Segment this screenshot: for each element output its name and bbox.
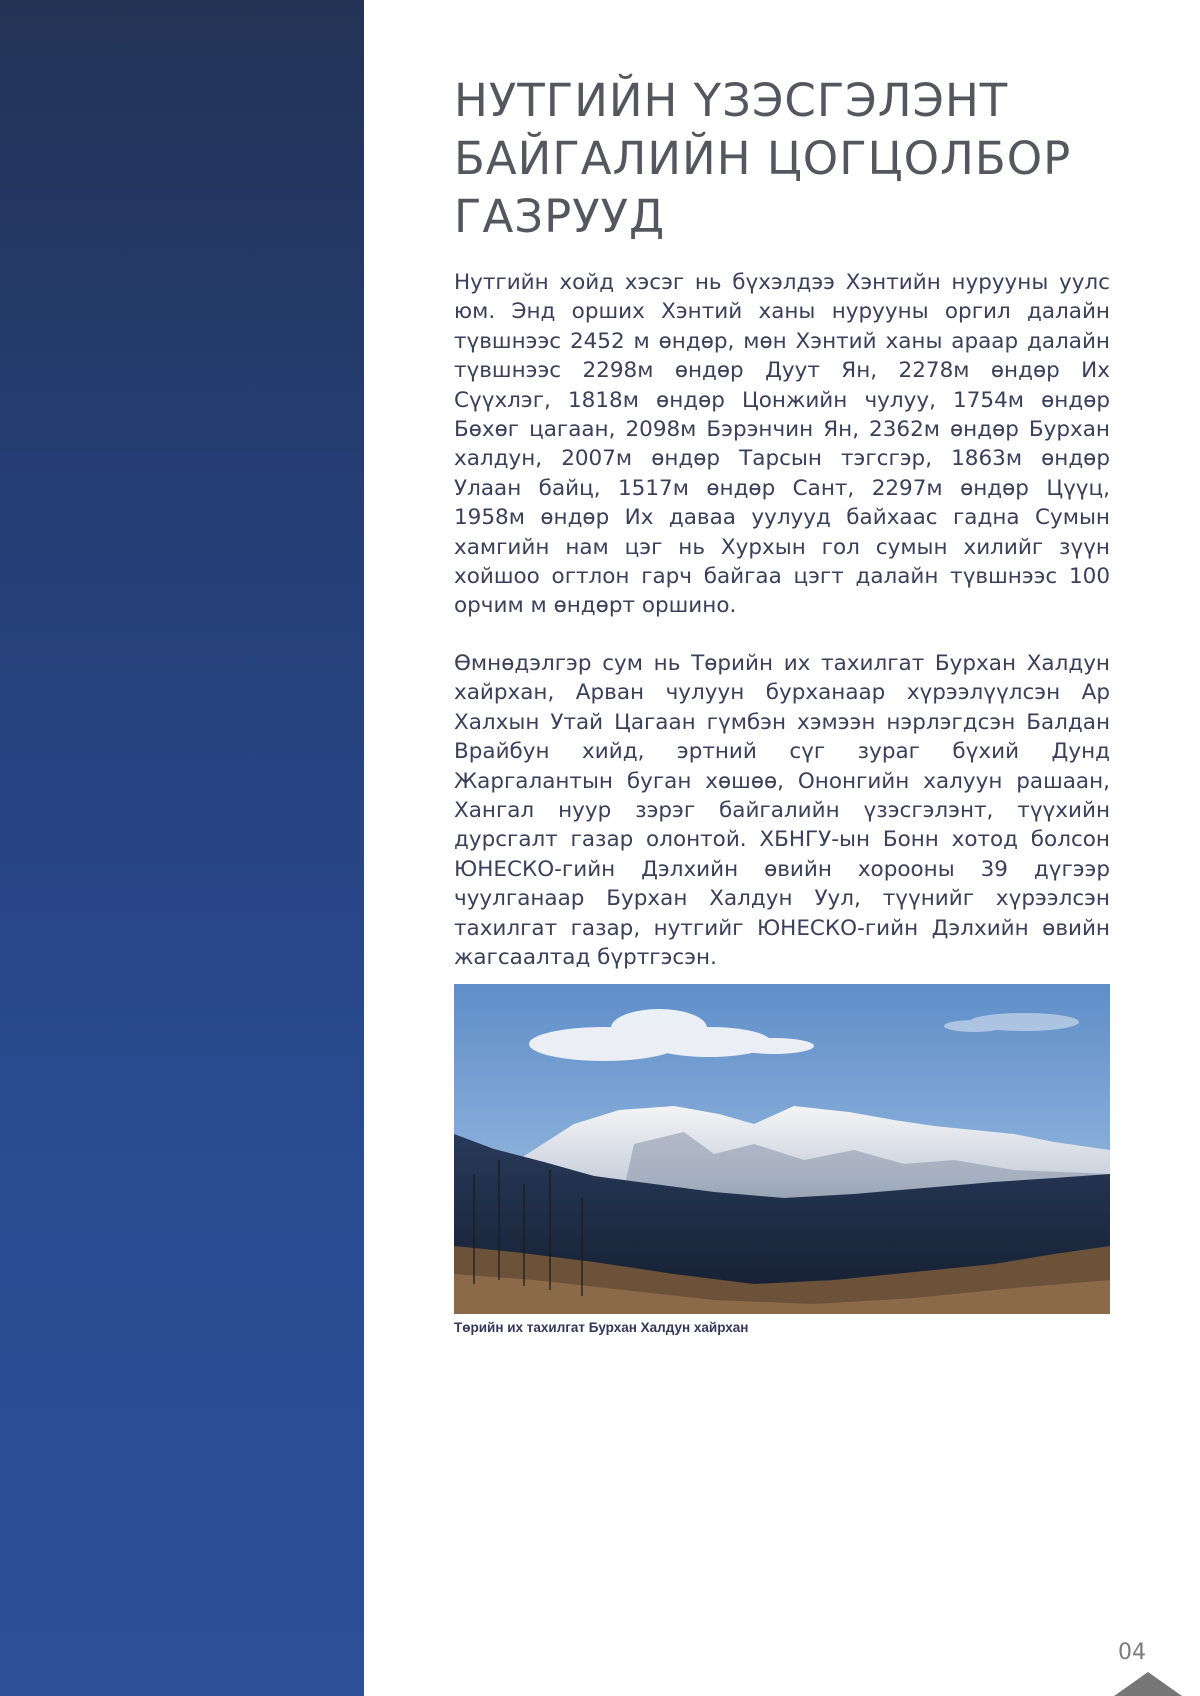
photo-caption: Төрийн их тахилгат Бурхан Халдун хайрхан [454, 1320, 749, 1335]
triangle-marker-icon [1114, 1672, 1182, 1696]
body-paragraph-1: Нутгийн хойд хэсэг нь бүхэлдээ Хэнтийн нурууны уулс юм. Энд орших Хэнтий ханы нурууны оргил далайн түвшнээс 2452 м өндөр, мөн Хэнтий ханы араар далайн түвшнээс 2298м өндөр Дуут Ян, 2278м өндөр Их Сүүхлэг, 1818м өндөр Цонжийн чулуу, 1754м өндөр Бөхөг цагаан, 2098м Бэрэнчин Ян, 2362м өндөр Бурхан халдун, 2007м өндөр Тарсын тэгсгэр, 1863м өндөр Улаан байц, 1517м өндөр Сант, 2297м өндөр Цүүц, 1958м өндөр Их даваа уулууд байхаас гадна Сумын хамгийн нам цэг нь Хурхын гол сумын хилийг зүүн хойшоо огтлон гарч байгаа цэгт далайн түвшнээс 100 орчим м өндөрт оршино. [454, 270, 1110, 619]
sidebar-decorative-band [0, 0, 364, 1696]
body-paragraph-2: Өмнөдэлгэр сум нь Төрийн их тахилгат Бурхан Халдун хайрхан, Арван чулуун бурханаар хүрээлүүлсэн Ар Халхын Утай Цагаан гүмбэн хэмээн нэрлэгдсэн Балдан Врайбун хийд, эртний сүг зураг бүхий Дунд Жаргалантын буган хөшөө, Ононгийн халуун рашаан, Хангал нуур зэрэг байгалийн үзэсгэлэнт, түүхийн дурсгалт газар олонтой. ХБНГУ-ын Бонн хотод болсон ЮНЕСКО-гийн Дэлхийн өвийн хорооны 39 дүгээр чуулганаар Бурхан Халдун Уул, түүнийг хүрээлсэн тахилгат газар, нутгийг ЮНЕСКО-гийн Дэлхийн өвийн жагсаалтад бүртгэсэн. [454, 650, 1110, 970]
mountain-photo [454, 984, 1110, 1314]
page-title: НУТГИЙН ҮЗЭСГЭЛЭНТ БАЙГАЛИЙН ЦОГЦОЛБОР ГАЗРУУД [454, 74, 1072, 243]
page-number: 04 [1118, 1640, 1146, 1665]
main-content [454, 72, 1110, 972]
